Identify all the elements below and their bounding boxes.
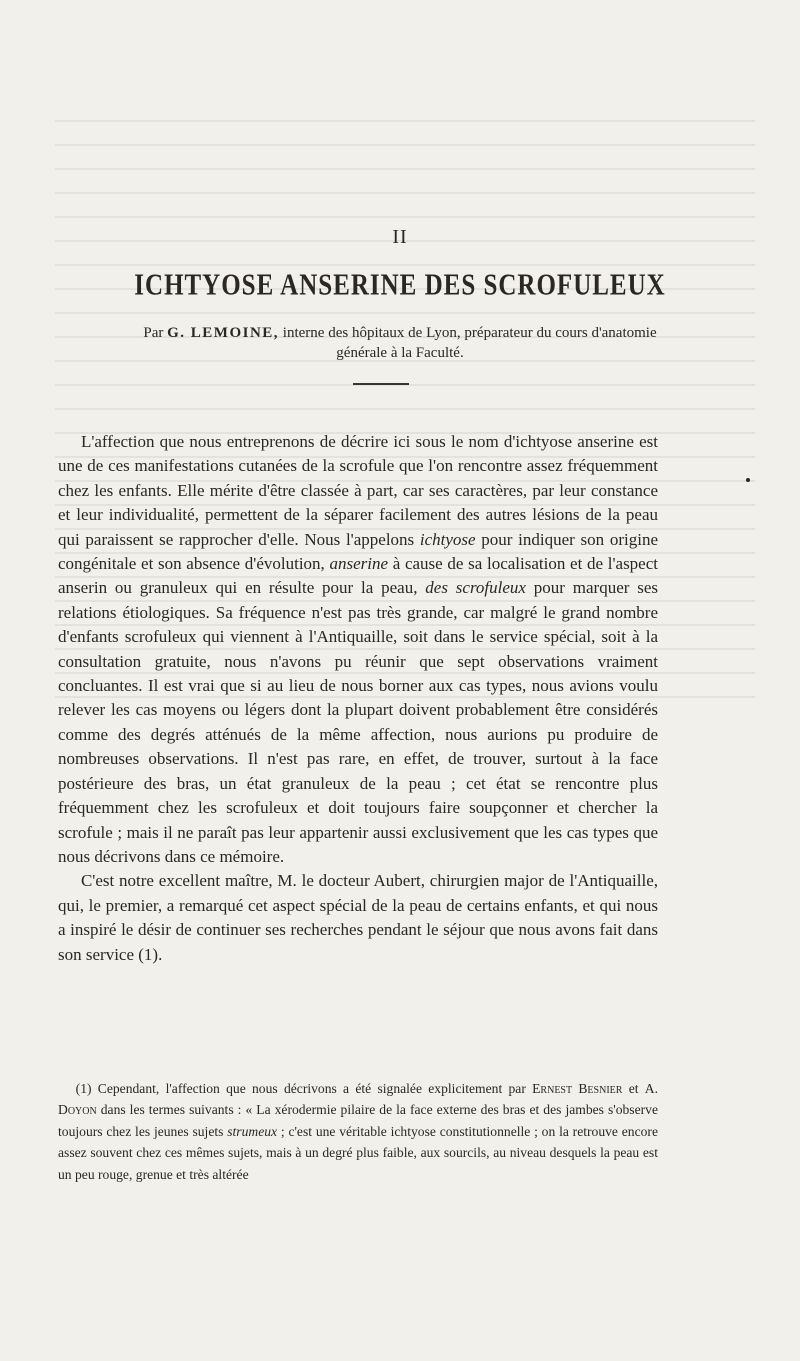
- footnote: [58, 1078, 658, 1185]
- byline: [70, 323, 730, 363]
- fn-text-3: dans les termes suivants : « La xérodermie pilaire de la face externe des bras et des jambes s'observe toujours chez les jeunes sujets: [58, 1102, 658, 1139]
- p1-text-2: pour indiquer son origine congénitale et son absence d'évolution,: [58, 529, 659, 574]
- affiliation-line1: interne des hôpitaux de Lyon, préparateur du cours d'anatomie: [282, 325, 657, 341]
- p1-text-4: pour marquer ses relations étiologiques. Sa fréquence n'est pas très grande, car malgré le grand nombre d'enfants scrofuleux qui viennent à l'Antiquaille, soit dans le service spécial, soit à la consultation gratuite, nous n'avons pu réunir que sept observations vraiment concluantes. Il est vrai que si au lieu de nous borner aux cas types, nous avions voulu relever les cas moyens ou légers dont la plupart doivent probablement être considérés comme des degrés atténués de la même affection, nous aurions pu produire de nombreuses observations. Il n'est pas rare, en effet, de trouver, surtout à la face postérieure des bras, un état granuleux de la peau ; cet état se rencontre plus fréquemment chez les scrofuleux et doit toujours faire soupçonner et chercher la scrofule ; mais il ne paraît pas leur appartenir aussi exclusivement que les cas types que nous décrivons dans ce mémoire.: [58, 578, 658, 866]
- p1-term-anserine: anserine: [329, 554, 389, 574]
- body-text: [58, 430, 658, 967]
- author-name: G. LEMOINE,: [167, 325, 280, 341]
- article-title: ICHTYOSE ANSERINE DES SCROFULEUX: [134, 268, 666, 302]
- fn-author-doyon: A. Doyon: [58, 1081, 658, 1118]
- p1-term-scrofuleux: des scrofuleux: [425, 578, 526, 598]
- fn-text-4: ; c'est une véritable ichtyose constitutionnelle ; on la retrouve encore assez souvent chez ces mêmes sujets, mais à un degré plus faible, aux sourcils, au niveau desquels la peau est un peu rouge, grenue et très altérée: [58, 1123, 658, 1182]
- section-number: II: [392, 226, 408, 248]
- paragraph-2: C'est notre excellent maître, M. le docteur Aubert, chirurgien major de l'Antiquaille, qui, le premier, a remarqué cet aspect spécial de la peau de certains enfants, et qui nous a inspiré le désir de continuer ses recherches pendant le séjour que nous avons fait dans son service (1).: [58, 871, 658, 964]
- ink-speck: [746, 478, 750, 482]
- p1-text-3: à cause de sa localisation et de l'aspect anserin ou granuleux qui en résulte pour la peau,: [58, 554, 658, 598]
- fn-text-1: (1) Cependant, l'affection que nous décrivons a été signalée explicitement par: [75, 1081, 533, 1096]
- separator-rule: [353, 383, 409, 385]
- byline-prefix: Par: [143, 325, 164, 341]
- fn-text-2: et: [622, 1081, 645, 1096]
- paragraph-1: [58, 430, 658, 869]
- p1-term-ichtyose: ichtyose: [419, 529, 476, 549]
- p1-text-1: L'affection que nous entreprenons de décrire ici sous le nom d'ichtyose anserine est une de ces manifestations cutanées de la scrofule que l'on rencontre assez fréquemment chez les enfants. Elle mérite d'être classée à part, car ses caractères, par leur constance et leur individualité, permettent de la séparer facilement des autres lésions de la peau qui paraissent se rapprocher d'elle. Nous l'appelons: [58, 432, 658, 549]
- fn-term-strumeux: strumeux: [227, 1123, 278, 1139]
- affiliation-line2: générale à la Faculté.: [336, 345, 464, 361]
- fn-author-besnier: Ernest Besnier: [532, 1081, 623, 1096]
